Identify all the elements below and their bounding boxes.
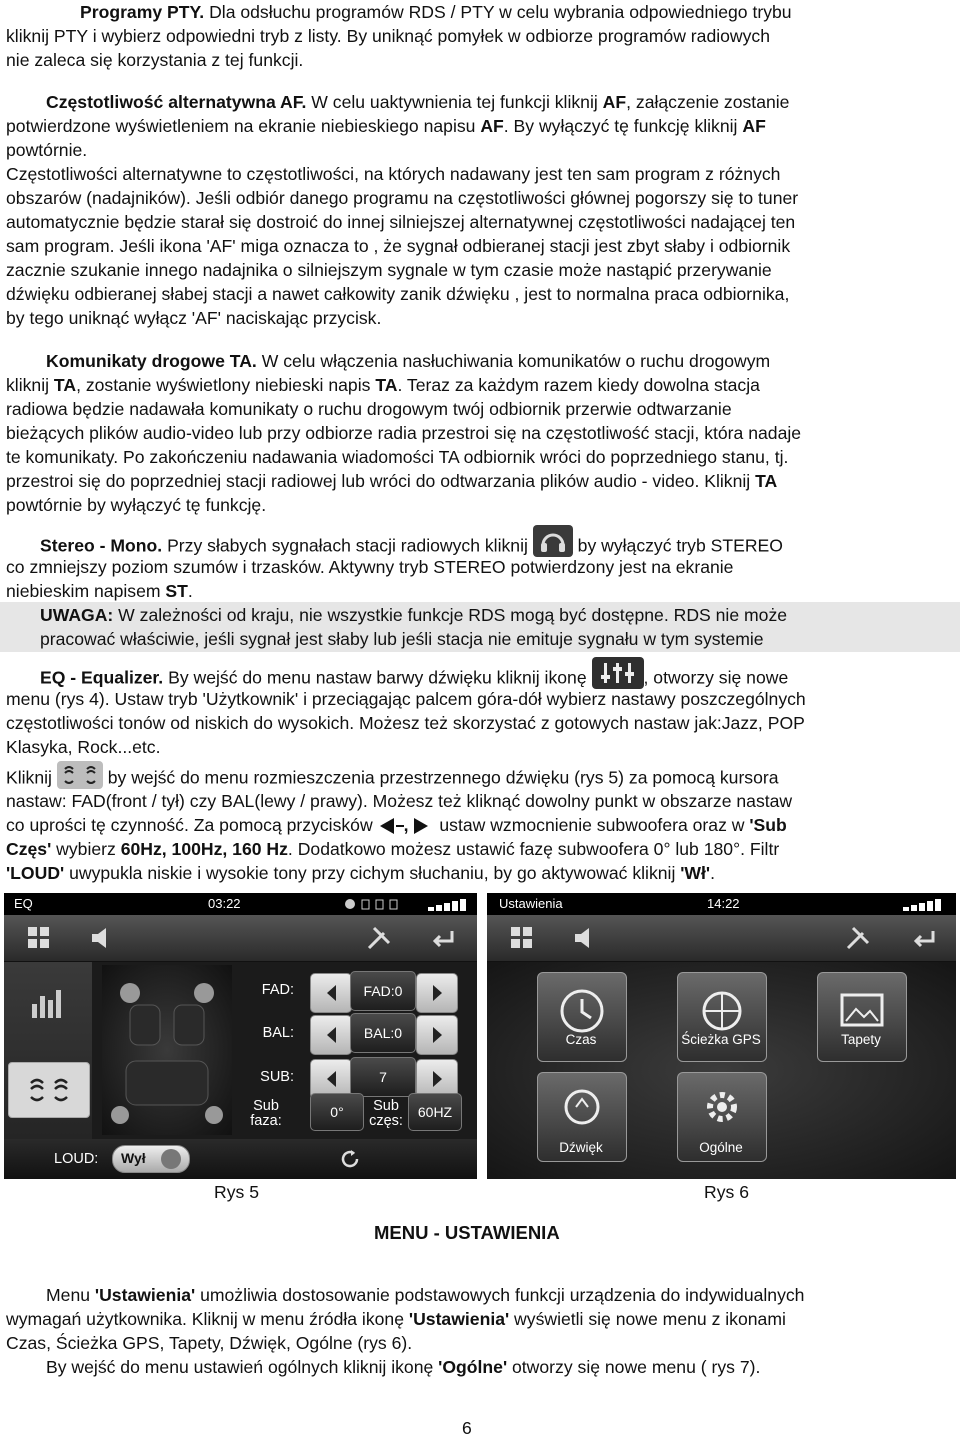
home-grid-icon[interactable] (24, 923, 54, 953)
stereo-line-3: niebieskim napisem ST. (6, 581, 193, 601)
note-line-2: pracować właściwie, jeśli sygnał jest słaby lub jeśli stacja nie emituje sygnału w tym systemie (40, 629, 764, 649)
ta-title: Komunikaty drogowe TA. (46, 351, 257, 371)
af-p2-2: obszarów (nadajników). Jeśli odbiór danego programu na częstotliwości głównej pogorszy się to tuner (6, 188, 799, 208)
screen-eq (4, 893, 477, 1179)
sub-value: 7 (350, 1057, 416, 1097)
sound-field-icon (57, 761, 103, 789)
loud-value: Wył (121, 1150, 146, 1166)
status-bar (487, 893, 956, 915)
bal-left-button[interactable] (310, 1015, 352, 1055)
settings-tools-icon[interactable] (843, 923, 873, 953)
stereo-line-2: co zmniejszy poziom szumów i trzasków. Aktywny tryb STEREO potwierdzony jest na ekranie (6, 557, 734, 577)
af-title: Częstotliwość alternatywna AF. (46, 92, 307, 112)
freq-value-button[interactable]: 60HZ (408, 1093, 462, 1131)
ta-line-3: radiowa będzie nadawała komunikaty o ruchu drogowym twój odbiornik przerwie odtwarzanie (6, 399, 732, 419)
toolbar (487, 915, 956, 962)
af-line-1: Częstotliwość alternatywna AF. W celu uaktywnienia tej funkcji kliknij AF, załączenie zostanie (46, 92, 790, 112)
pty-line-2: kliknij PTY i wybierz odpowiedni tryb z listy. By uniknąć pomyłek w odbiorze programów radiowych (6, 26, 771, 46)
ta-line-4: bieżących plików audio-video lub przy odbiorze radia przestroi się na częstotliwość stacji, która nadaje (6, 423, 802, 443)
tile-sound-label: Dźwięk (559, 1140, 603, 1155)
menu-p2: By wejść do menu ustawień ogólnych kliknij ikonę 'Ogólne' otworzy się nowe menu ( rys 7). (46, 1357, 761, 1377)
settings-tools-icon[interactable] (364, 923, 394, 953)
gps-icon (678, 973, 766, 1061)
pty-title: Programy PTY. (80, 2, 205, 22)
sound-field-tab[interactable] (8, 1062, 90, 1118)
fad-left-button[interactable] (310, 973, 352, 1013)
eq-line-2: menu (rys 4). Ustaw tryb 'Użytkownik' i przeciągając palcem góra-dół wybierz nastawy poszczególnych (6, 689, 806, 709)
freq-label: Sub częs: (369, 1098, 403, 1129)
clock: 03:22 (208, 896, 241, 911)
tile-time[interactable] (537, 972, 627, 1062)
sound-field-icon (9, 1063, 89, 1117)
pty-text: Dla odsłuchu programów RDS / PTY w celu wybrania odpowiedniego trybu (204, 2, 792, 22)
car-seats-graphic[interactable] (102, 965, 232, 1135)
caption-rys6: Rys 6 (704, 1182, 749, 1202)
af-p2-3: automatycznie będzie starał się dostroić do innej silniejszej alternatywnej częstotliwości nadającej ten (6, 212, 796, 232)
arrow-left-icon (380, 818, 394, 834)
ta-line-2: kliknij TA, zostanie wyświetlony niebieski napis TA. Teraz za każdym razem kiedy dowolna stacja (6, 375, 760, 395)
ta-line-6: przestroi się do poprzedniej stacji radiowej lub wróci do odtwarzania plików audio - video. Kliknij TA (6, 471, 778, 491)
bal-label: BAL: (262, 1025, 294, 1041)
status-bar (4, 893, 477, 915)
toggle-knob (161, 1149, 181, 1169)
fad-right-button[interactable] (416, 973, 458, 1013)
tile-gps[interactable] (677, 972, 767, 1062)
spatial-line-1: Kliknij by wejść do menu rozmieszczenia przestrzennego dźwięku (rys 5) za pomocą kursora (6, 765, 954, 793)
note-title: UWAGA: (40, 605, 114, 625)
fad-value: FAD:0 (350, 971, 416, 1011)
stereo-title: Stereo - Mono. (40, 535, 163, 556)
arrow-right-icon (417, 1016, 457, 1054)
screen-title: EQ (14, 896, 33, 911)
arrow-right-icon (414, 818, 428, 834)
tile-gps-label: Ścieżka GPS (681, 1032, 761, 1047)
screen-settings (487, 893, 956, 1179)
fad-label: FAD: (261, 982, 294, 998)
loud-toggle[interactable] (112, 1145, 190, 1173)
caption-rys5: Rys 5 (214, 1182, 259, 1202)
sub-label: SUB: (260, 1069, 294, 1085)
spatial-line-4: Częs' wybierz 60Hz, 100Hz, 160 Hz. Dodatkowo możesz ustawić fazę subwoofera 0° lub 180°. Filtr (6, 839, 780, 859)
pty-line-1 (6, 0, 954, 24)
af-p2-4: sam program. Jeśli ikona 'AF' miga oznacza to , że sygnał odbieranej stacji jest zbyt słaby i odbiornik (6, 236, 791, 256)
reset-icon[interactable] (338, 1147, 362, 1176)
eq-line-1: EQ - Equalizer. By wejść do menu nastaw barwy dźwięku kliknij ikonę , otworzy się nowe (6, 663, 954, 695)
back-icon[interactable] (909, 923, 939, 953)
af-line-3: powtórnie. (6, 140, 88, 160)
wallpaper-icon (818, 973, 906, 1061)
clock-icon (538, 973, 626, 1061)
phase-value-button[interactable]: 0° (310, 1093, 364, 1131)
section-heading: MENU - USTAWIENIA (374, 1222, 560, 1243)
signal-icon (903, 897, 947, 911)
headphones-icon (533, 525, 573, 557)
volume-icon[interactable] (571, 923, 601, 953)
equalizer-icon (592, 657, 644, 689)
ta-line-5: te komunikaty. Po zakończeniu nadawania wiadomości TA odbiornik wróci do poprzedniego stanu, tj. (6, 447, 789, 467)
menu-p1-line-2: wymagań użytkownika. Kliknij w menu źródła ikonę 'Ustawienia' wyświetli się nowe menu z ikonami (6, 1309, 786, 1329)
spatial-line-2: nastaw: FAD(front / tył) czy BAL(lewy / prawy). Możesz też kliknąć dowolny punkt w obszarze nastaw (6, 791, 793, 811)
af-line-2: potwierdzone wyświetleniem na ekranie niebieskiego napisu AF. By wyłączyć tę funkcję kliknij AF (6, 116, 766, 136)
toolbar (4, 915, 477, 962)
pty-line-3: nie zaleca się korzystania z tej funkcji. (6, 50, 304, 70)
back-icon[interactable] (428, 923, 458, 953)
page-number: 6 (462, 1418, 472, 1438)
arrow-right-icon (417, 974, 457, 1012)
eq-line-3: częstotliwości tonów od niskich do wysokich. Możesz też skorzystać z gotowych nastaw jak:Jazz, POP (6, 713, 805, 733)
af-p2-6: dźwięku odbieranej słabej stacji a nawet całkowity zanik dźwięku , jest to normalna praca odbiornika, (6, 284, 790, 304)
tile-general-label: Ogólne (699, 1140, 743, 1155)
spatial-line-3: co uprości tę czynność. Za pomocą przycisków , ustaw wzmocnienie subwoofera oraz w 'Sub (6, 815, 787, 835)
af-p2-7: by tego uniknąć wyłącz 'AF' naciskając przycisk. (6, 308, 382, 328)
eq-title: EQ - Equalizer. (40, 667, 164, 688)
loud-label: LOUD: (54, 1151, 99, 1167)
phase-label: Sub faza: (250, 1098, 282, 1129)
tile-wallpaper[interactable] (817, 972, 907, 1062)
clock: 14:22 (707, 896, 740, 911)
spatial-line-5: 'LOUD' uwypukla niskie i wysokie tony przy cichym słuchaniu, by go aktywować kliknij 'Wł'. (6, 863, 716, 883)
home-grid-icon[interactable] (507, 923, 537, 953)
af-p2-5: zacznie szukanie innego nadajnika o silniejszym sygnale w tym czasie może nastąpić przerywanie (6, 260, 772, 280)
bal-value: BAL:0 (350, 1013, 416, 1053)
signal-icon (428, 897, 472, 911)
tile-wallpaper-label: Tapety (841, 1032, 881, 1047)
menu-p1-line-3: Czas, Ścieżka GPS, Tapety, Dźwięk, Ogólne (rys 6). (6, 1333, 413, 1353)
equalizer-icon[interactable] (26, 982, 66, 1027)
arrow-left-icon (311, 1016, 351, 1054)
af-p2-1: Częstotliwości alternatywne to częstotliwości, na których nadawany jest ten sam program z różnych (6, 164, 781, 184)
screen-title: Ustawienia (499, 896, 563, 911)
note-line-1: UWAGA: W zależności od kraju, nie wszystkie funkcje RDS mogą być dostępne. RDS nie może (40, 605, 788, 625)
menu-p1-line-1: Menu 'Ustawienia' umożliwia dostosowanie podstawowych funkcji urządzenia do indywidualnych (46, 1285, 805, 1305)
ta-line-1: Komunikaty drogowe TA. W celu włączenia nasłuchiwania komunikatów o ruchu drogowym (46, 351, 771, 371)
ta-line-7: powtórnie by wyłączyć tę funkcję. (6, 495, 267, 515)
status-icons (344, 898, 424, 910)
arrow-left-icon (311, 974, 351, 1012)
tile-grid (487, 962, 956, 1179)
bal-right-button[interactable] (416, 1015, 458, 1055)
volume-icon[interactable] (88, 923, 118, 953)
tile-time-label: Czas (565, 1032, 597, 1047)
stereo-line-1: Stereo - Mono. Przy słabych sygnałach stacji radiowych kliknij by wyłączyć tryb STEREO (6, 531, 954, 563)
eq-line-4: Klasyka, Rock...etc. (6, 737, 161, 757)
